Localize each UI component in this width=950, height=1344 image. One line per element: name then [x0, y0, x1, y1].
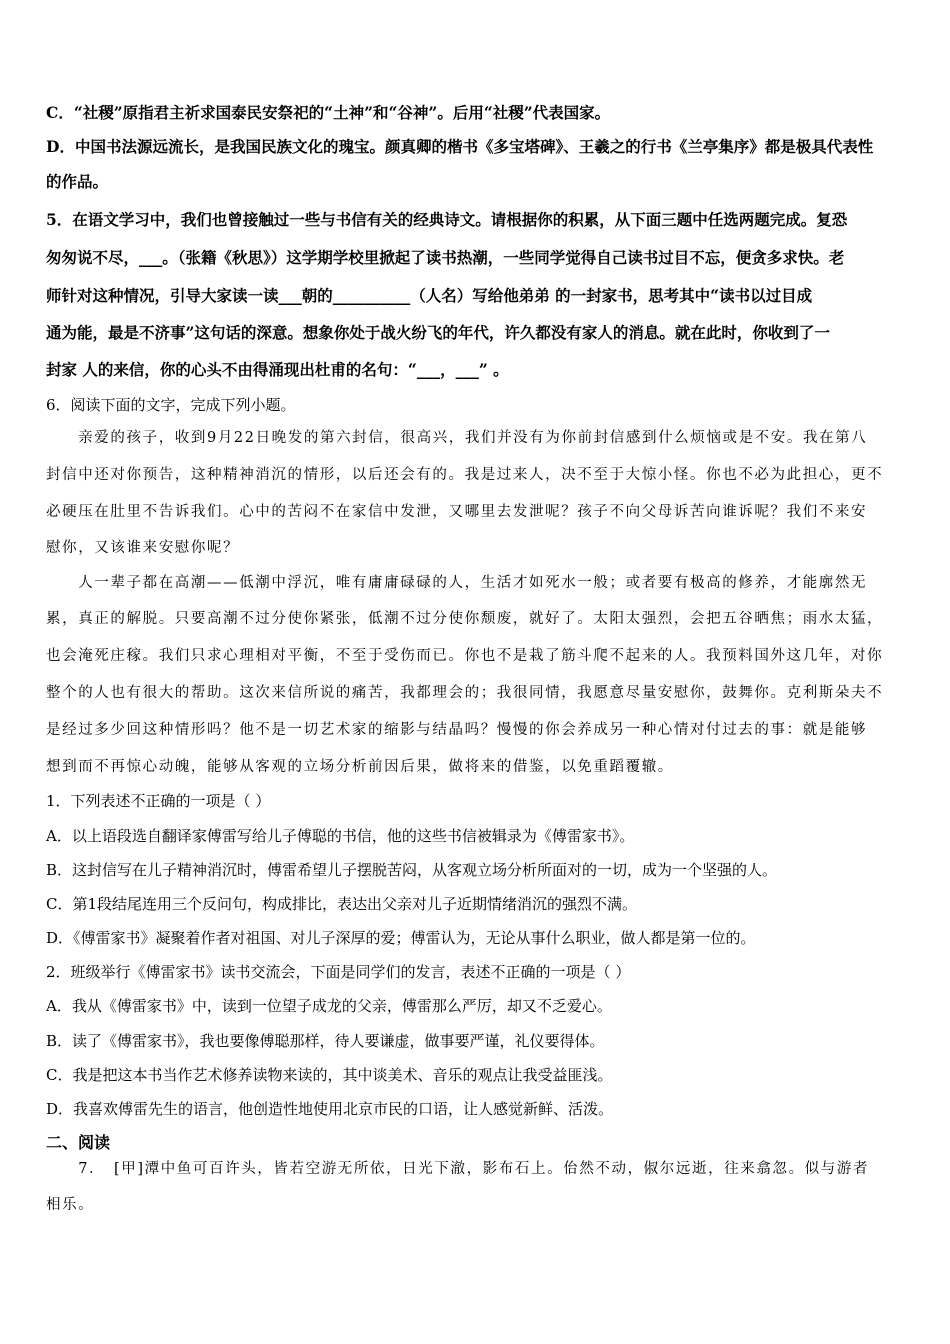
section-heading-reading: 二、阅读	[46, 1133, 111, 1152]
question-7-line-1: 7． [甲]潭中鱼可百许头，皆若空游无所依，日光下澈，影布石上。佁然不动，俶尔远逝，往来翕忽。似与游者	[46, 1161, 870, 1177]
sub-question-2: 2．班级举行《傅雷家书》读书交流会，下面是同学们的发言，表述不正确的一项是（ ）	[46, 963, 631, 981]
letter-paragraph-2-line-3: 也会淹死庄稼。我们只求心理相对平衡，不至于受伤而已。你也不是栽了筋斗爬不起来的人。我预料国外这几年，对你	[46, 648, 884, 664]
sub-question-1-option-a: A．以上语段选自翻译家傅雷写给儿子傅聪的书信，他的这些书信被辑录为《傅雷家书》。	[46, 827, 635, 845]
sub-question-2-option-c: C．我是把这本书当作艺术修养读物来读的，其中谈美术、音乐的观点让我受益匪浅。	[46, 1066, 613, 1084]
letter-paragraph-2-line-2: 累，真正的解脱。只要高潮不过分使你紧张，低潮不过分使你颓废，就好了。太阳太强烈，会把五谷晒焦；雨水太猛，	[46, 611, 884, 627]
letter-paragraph-1-line-4: 慰你，又该谁来安慰你呢？	[46, 540, 240, 556]
question-5-line-1: 5．在语文学习中，我们也曾接触过一些与书信有关的经典诗文。请根据你的积累，从下面三题中任选两题完成。复恐	[46, 210, 848, 229]
question-5-line-3: 师针对这种情况，引导大家读一读___朝的__________（人名）写给他弟弟 的一封家书，思考其中“读书以过目成	[46, 286, 813, 305]
question-5-line-4: 通为能，最是不济事”这句话的深意。想象你处于战火纷飞的年代，许久都没有家人的消息。就在此时，你收到了一	[46, 323, 830, 342]
letter-paragraph-1-line-3: 必硬压在肚里不告诉我们。心中的苦闷不在家信中发泄，又哪里去发泄呢？孩子不向父母诉苦向谁诉呢？我们不来安	[46, 504, 868, 520]
letter-paragraph-2-line-6: 想到而不再惊心动魄，能够从客观的立场分析前因后果，做将来的借鉴，以免重蹈覆辙。	[46, 759, 674, 775]
letter-paragraph-1-line-1: 亲爱的孩子，收到9月22日晚发的第六封信，很高兴，我们并没有为你前封信感到什么烦恼或是不安。我在第八	[46, 430, 868, 446]
sub-question-2-option-a: A．我从《傅雷家书》中，读到一位望子成龙的父亲，傅雷那么严厉，却又不乏爱心。	[46, 997, 612, 1015]
question-5-line-5: 封家 人的来信，你的心头不由得涌现出杜甫的名句：“___，___” 。	[46, 360, 509, 379]
option-c-line: C．“社稷”原指君主祈求国泰民安祭祀的“土神”和“谷神”。后用“社稷”代表国家。	[46, 103, 611, 122]
question-5-line-2: 匆匆说不尽，___。（张籍《秋思》）这学期学校里掀起了读书热潮，一些同学觉得自己读书过目不忘，便贪多求快。老	[46, 248, 845, 267]
sub-question-1-option-b: B．这封信写在儿子精神消沉时，傅雷希望儿子摆脱苦闷，从客观立场分析所面对的一切，成为一个坚强的人。	[46, 861, 778, 879]
question-7-line-2: 相乐。	[46, 1197, 95, 1213]
sub-question-1-option-d: D．《傅雷家书》凝聚着作者对祖国、对儿子深厚的爱；傅雷认为，无论从事什么职业，做人都是第一位的。	[46, 929, 756, 947]
letter-paragraph-2-line-4: 整个的人也有很大的帮助。这次来信所说的痛苦，我都理会的；我很同情，我愿意尽量安慰你，鼓舞你。克利斯朵夫不	[46, 685, 884, 701]
option-d-line-1: D．中国书法源远流长，是我国民族文化的瑰宝。颜真卿的楷书《多宝塔碑》、王羲之的行书《兰亭集序》都是极具代表性	[46, 137, 874, 156]
letter-paragraph-2-line-5: 是经过多少回这种情形吗？他不是一切艺术家的缩影与结晶吗？慢慢的你会养成另一种心情对付过去的事：就是能够	[46, 722, 868, 738]
question-6-heading: 6．阅读下面的文字，完成下列小题。	[46, 396, 296, 414]
sub-question-2-option-d: D．我喜欢傅雷先生的语言，他创造性地使用北京市民的口语，让人感觉新鲜、活泼。	[46, 1100, 614, 1118]
sub-question-1-option-c: C．第1段结尾连用三个反问句，构成排比，表达出父亲对儿子近期情绪消沉的强烈不满。	[46, 895, 638, 913]
sub-question-2-option-b: B．读了《傅雷家书》，我也要像傅聪那样，待人要谦虚，做事要严谨，礼仪要得体。	[46, 1032, 605, 1050]
option-d-line-2: 的作品。	[46, 172, 109, 191]
letter-paragraph-1-line-2: 封信中还对你预告，这种精神消沉的情形，以后还会有的。我是过来人，决不至于大惊小怪。你也不必为此担心，更不	[46, 467, 884, 483]
letter-paragraph-2-line-1: 人一辈子都在高潮——低潮中浮沉，唯有庸庸碌碌的人，生活才如死水一般；或者要有极高的修养，才能廓然无	[46, 575, 868, 591]
sub-question-1: 1．下列表述不正确的一项是（ ）	[46, 792, 271, 810]
